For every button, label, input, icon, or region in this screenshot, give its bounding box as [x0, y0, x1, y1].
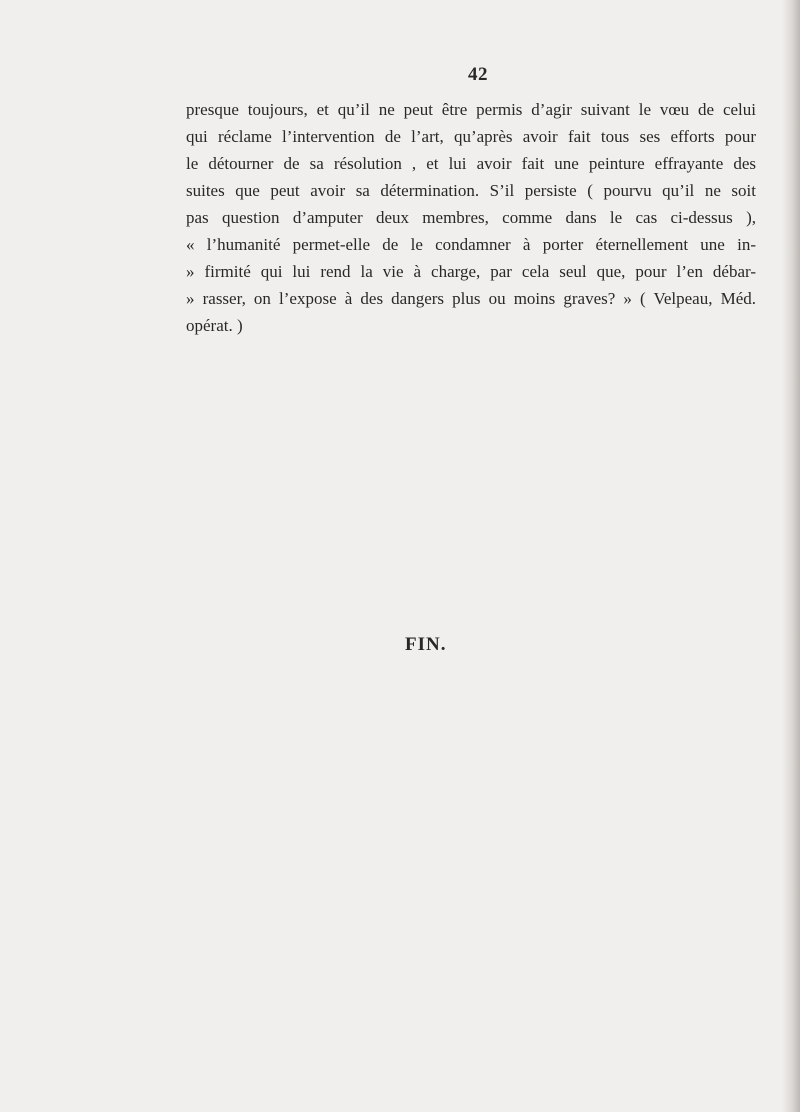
text-line: qui réclame l’intervention de l’art, qu’après avoir fait tous ses efforts pour — [186, 127, 756, 146]
page-edge-shadow — [782, 0, 800, 1112]
text-line: » firmité qui lui rend la vie à charge, par cela seul que, pour l’en débar- — [186, 262, 756, 281]
text-line: presque toujours, et qu’il ne peut être permis d’agir suivant le vœu de celui — [186, 100, 756, 119]
text-line: le détourner de sa résolution , et lui avoir fait une peinture effrayante des — [186, 154, 756, 173]
body-paragraph — [186, 96, 756, 339]
text-line: « l’humanité permet-elle de le condamner à porter éternellement une in- — [186, 235, 756, 254]
page-number: 42 — [468, 64, 488, 85]
text-line: pas question d’amputer deux membres, comme dans le cas ci-dessus ), — [186, 208, 756, 227]
text-line: opérat. ) — [186, 316, 243, 335]
text-line: suites que peut avoir sa détermination. S’il persiste ( pourvu qu’il ne soit — [186, 181, 756, 200]
text-line: » rasser, on l’expose à des dangers plus ou moins graves? » ( Velpeau, Méd. — [186, 289, 756, 308]
closing-word: FIN. — [405, 634, 447, 655]
